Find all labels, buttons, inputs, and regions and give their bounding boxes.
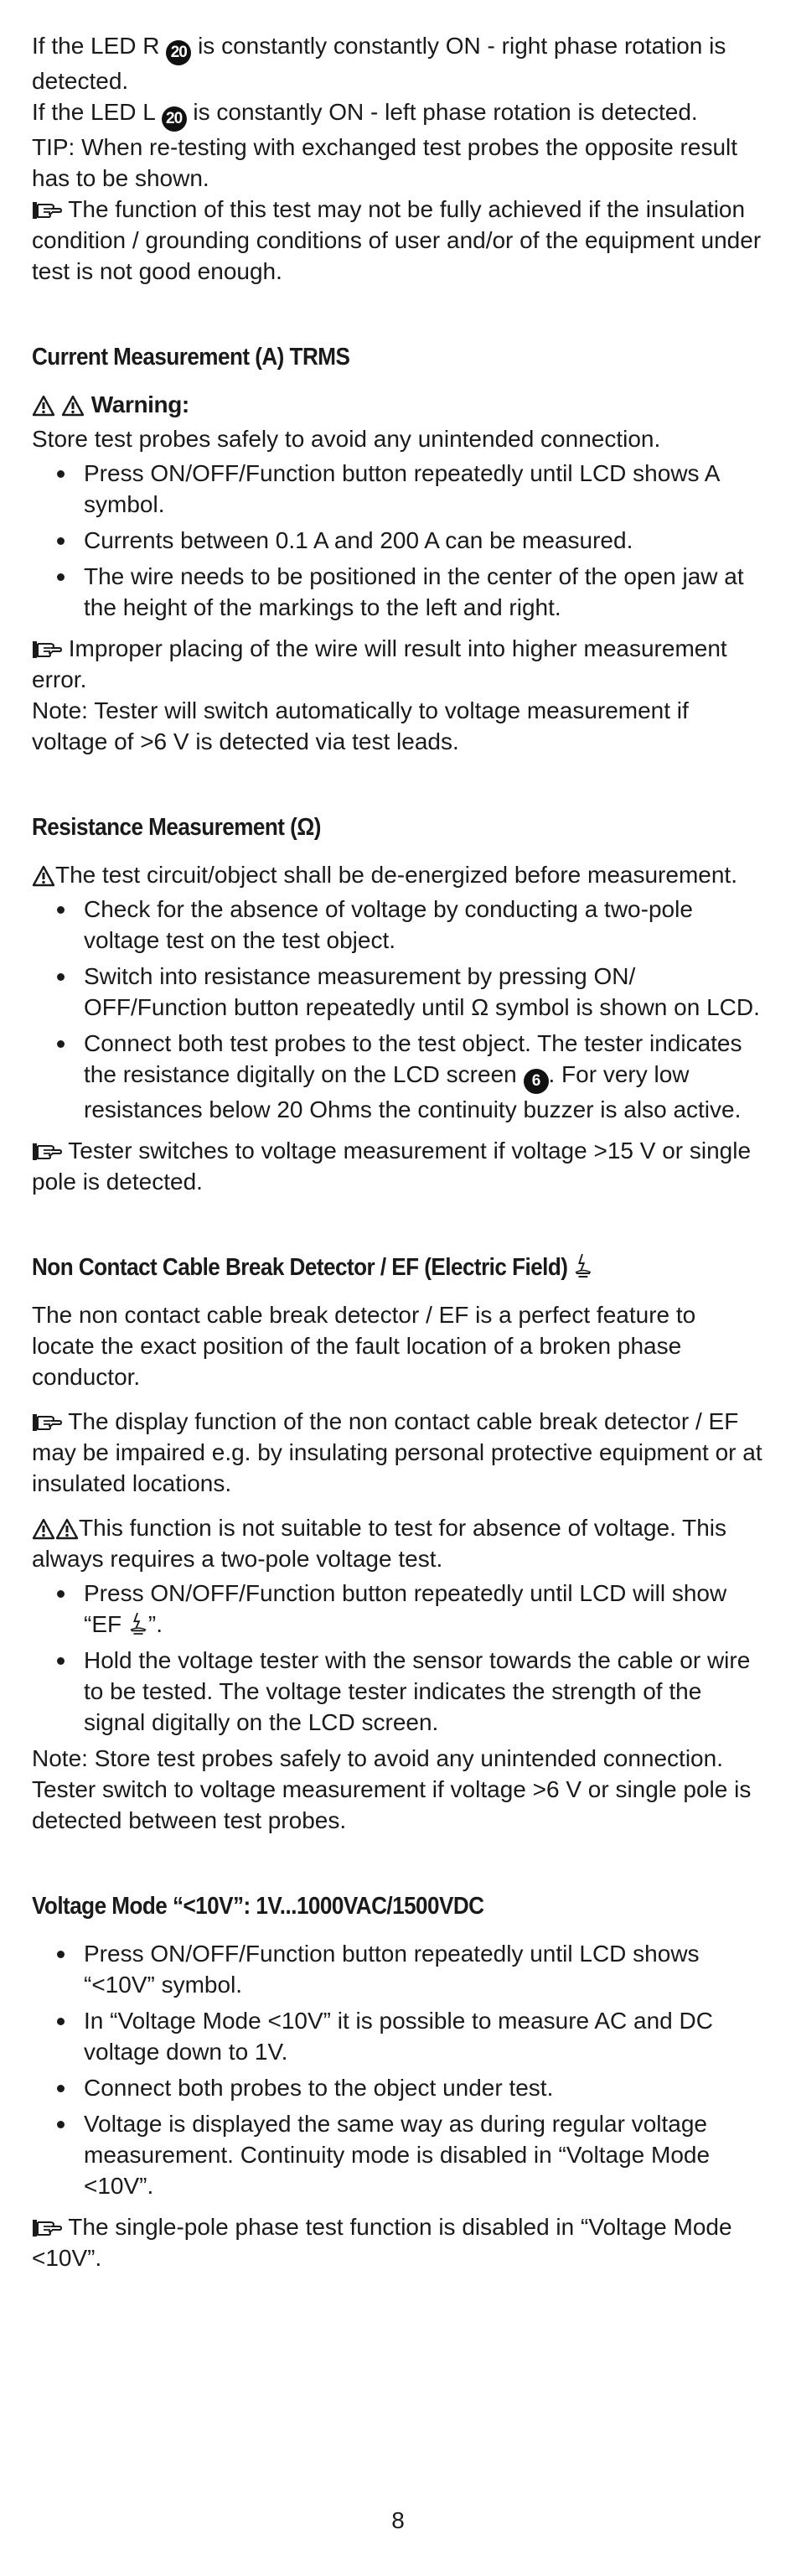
warning-triangle-icon	[32, 395, 55, 417]
pointing-hand-icon	[32, 1141, 62, 1163]
callout-number-badge: 20	[162, 106, 187, 132]
warning-label: Warning:	[32, 389, 764, 420]
pointing-hand-icon	[32, 1412, 62, 1433]
warning-text: Store test probes safely to avoid any unintended connection.	[32, 426, 661, 452]
note-paragraph: Note: Store test probes safely to avoid any unintended connection. Tester switch to voltage measurement if voltage >6 V or single pole is detected between test probes.	[32, 1745, 752, 1833]
pointing-hand-icon	[32, 639, 62, 661]
page-number: 8	[391, 2507, 405, 2533]
warning-triangle-icon	[55, 1518, 79, 1540]
list-item: In “Voltage Mode <10V” it is possible to measure AC and DC voltage down to 1V.	[84, 2005, 764, 2067]
list-item: Press ON/OFF/Function button repeatedly until LCD shows A symbol.	[84, 458, 764, 520]
warning-triangle-icon	[61, 395, 85, 417]
bullet-list	[32, 458, 764, 623]
list-item: Connect both test probes to the test object. The tester indicates the resistance digitally on the LCD screen 6 . For very low resistances below 20 Ohms the continuity buzzer is also active.	[84, 1028, 764, 1125]
hand-note-paragraph: Tester switches to voltage measurement if voltage >15 V or single pole is detected.	[32, 1138, 752, 1195]
hand-note-paragraph: Improper placing of the wire will result into higher measurement error.	[32, 635, 727, 692]
list-item: Currents between 0.1 A and 200 A can be measured.	[84, 525, 764, 556]
electric-field-icon	[573, 1252, 592, 1279]
list-item: Press ON/OFF/Function button repeatedly until LCD shows “<10V” symbol.	[84, 1938, 764, 2000]
section-heading: Current Measurement (A) TRMS	[32, 344, 350, 371]
resistance-measurement-section	[32, 812, 764, 1197]
list-item: Switch into resistance measurement by pressing ON/ OFF/Function button repeatedly until Ω symbol is shown on LCD.	[84, 961, 764, 1023]
warning-paragraph: This function is not suitable to test for absence of voltage. This always requires a two-pole voltage test.	[32, 1515, 727, 1572]
led-l-paragraph: If the LED L 20 is constantly ON - left phase rotation is detected.	[32, 96, 764, 132]
current-measurement-section	[32, 342, 764, 757]
bullet-list	[32, 894, 764, 1125]
note-paragraph: Note: Tester will switch automatically to voltage measurement if voltage of >6 V is detected via test leads.	[32, 697, 689, 754]
electric-field-icon	[128, 1611, 148, 1636]
bullet-list	[32, 1578, 764, 1738]
led-r-paragraph: If the LED R 20 is constantly constantly ON - right phase rotation is detected.	[32, 33, 726, 94]
hand-note-paragraph: The single-pole phase test function is disabled in “Voltage Mode <10V”.	[32, 2214, 732, 2271]
list-item: Press ON/OFF/Function button repeatedly until LCD will show “EF ”.	[84, 1578, 764, 1640]
pointing-hand-icon	[32, 200, 62, 221]
intro-paragraph: The non contact cable break detector / EF is a perfect feature to locate the exact position of the fault location of a broken phase conductor.	[32, 1302, 696, 1390]
hand-note-paragraph: The function of this test may not be fully achieved if the insulation condition / grounding conditions of user and/or of the equipment under test is not good enough.	[32, 196, 762, 284]
warning-triangle-icon	[32, 865, 55, 887]
section-heading: Voltage Mode “<10V”: 1V...1000VAC/1500VDC	[32, 1893, 484, 1920]
list-item: Hold the voltage tester with the sensor towards the cable or wire to be tested. The voltage tester indicates the strength of the signal digitally on the LCD screen.	[84, 1645, 764, 1738]
phase-rotation-section	[32, 30, 764, 287]
section-heading: Resistance Measurement (Ω)	[32, 814, 321, 841]
list-item: The wire needs to be positioned in the center of the open jaw at the height of the markings to the left and right.	[84, 561, 764, 623]
callout-number-badge: 20	[166, 40, 191, 65]
pointing-hand-icon	[32, 2217, 62, 2239]
warning-paragraph: The test circuit/object shall be de-energized before measurement.	[32, 859, 764, 890]
list-item: Voltage is displayed the same way as during regular voltage measurement. Continuity mode is disabled in “Voltage Mode <10V”.	[84, 2108, 764, 2201]
cable-break-detector-section	[32, 1252, 764, 1836]
tip-paragraph: TIP: When re-testing with exchanged test probes the opposite result has to be shown.	[32, 134, 738, 191]
low-voltage-mode-section	[32, 1891, 764, 2273]
hand-note-paragraph: The display function of the non contact cable break detector / EF may be impaired e.g. by insulating personal protective equipment or at insulated locations.	[32, 1408, 762, 1496]
bullet-list	[32, 1938, 764, 2201]
list-item: Connect both probes to the object under test.	[84, 2072, 764, 2103]
callout-number-badge: 6	[524, 1069, 549, 1094]
section-heading: Non Contact Cable Break Detector / EF (Electric Field)	[32, 1252, 691, 1283]
warning-triangle-icon	[32, 1518, 55, 1540]
list-item: Check for the absence of voltage by conducting a two-pole voltage test on the test object.	[84, 894, 764, 956]
